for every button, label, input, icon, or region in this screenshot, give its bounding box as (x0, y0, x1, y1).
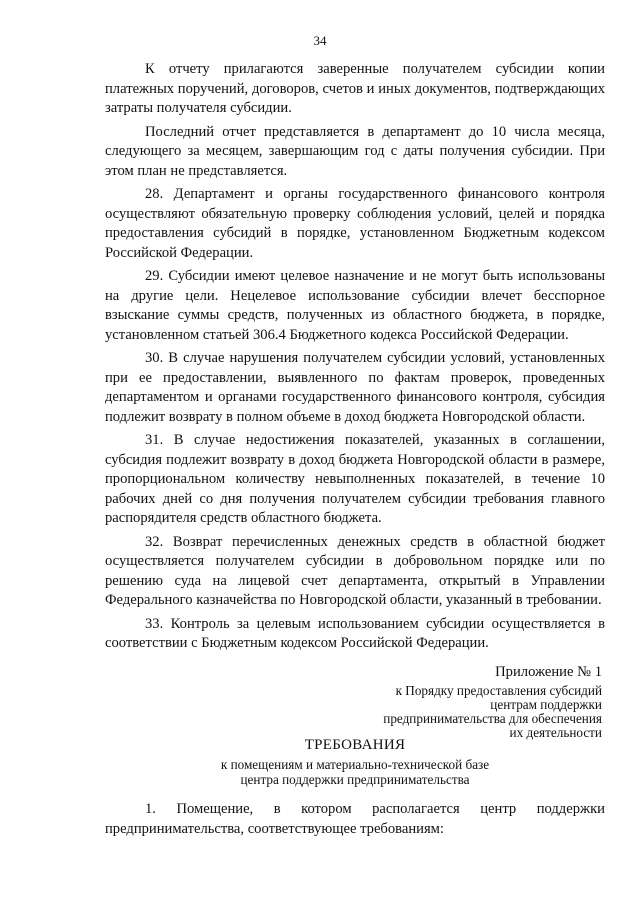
paragraph-28: 28. Департамент и органы государственного финансового контроля осуществляют обязательную проверку соблюдения условий, целей и порядка предоставления субсидий в порядке, установленном Бюджетным кодексом Российской Федерации. (105, 186, 605, 261)
paragraph-report-attachments: К отчету прилагаются заверенные получателем субсидии копии платежных поручений, договоров, счетов и иных документов, подтверждающих затраты получателя субсидии. (105, 61, 605, 116)
body-text (105, 60, 605, 658)
page-number: 34 (313, 33, 327, 48)
requirements-subtitle (105, 757, 605, 787)
requirements-subtitle-line-1: к помещениям и материально-технической базе (220, 757, 490, 772)
requirements-title: ТРЕБОВАНИЯ (304, 737, 406, 753)
appendix-header (370, 663, 602, 740)
paragraph-33: 33. Контроль за целевым использованием субсидии осуществляется в соответствии с Бюджетным кодексом Российской Федерации. (105, 615, 605, 651)
paragraph-29: 29. Субсидии имеют целевое назначение и не могут быть использованы на другие цели. Нецелевое использование субсидии влечет бесспорное взыскание суммы средств, полученных из областного бюджета, в порядке, установленном статьей 306.4 Бюджетного кодекса Российской Федерации. (105, 268, 605, 343)
paragraph-30: 30. В случае нарушения получателем субсидии условий, установленных при ее предоставлении, выявленного по фактам проверок, проведенных департаментом и органами государственного финансового контроля, субсидия подлежит возврату в полном объеме в доход бюджета Новгородской области. (105, 350, 605, 425)
paragraph-31: 31. В случае недостижения показателей, указанных в соглашении, субсидия подлежит возврату в доход бюджета Новгородской области в размере, пропорциональном количеству невыполненных показателей, в течение 10 рабочих дней со дня получения получателем субсидии требования главного распорядителя средств областного бюджета. (105, 432, 605, 526)
requirements-subtitle-line-2: центра поддержки предпринимательства (240, 772, 470, 787)
appendix-subtitle-line-2: центрам поддержки предпринимательства для обеспечения их деятельности (383, 697, 602, 740)
requirement-item-1: 1. Помещение, в котором располагается центр поддержки предпринимательства, соответствующее требованиям: (105, 801, 605, 837)
paragraph-32: 32. Возврат перечисленных денежных средств в областной бюджет осуществляется получателем субсидии в добровольном порядке или по решению суда на лицевой счет департамента, открытый в Управлении Федерального казначейства по Новгородской области, указанный в требовании. (105, 533, 605, 608)
paragraph-last-report: Последний отчет представляется в департамент до 10 числа месяца, следующего за месяцем, завершающим год с даты получения субсидии. При этом план не представляется. (105, 123, 605, 179)
appendix-subtitle-line-1: к Порядку предоставления субсидий (395, 683, 602, 698)
appendix-title: Приложение № 1 (495, 664, 602, 680)
